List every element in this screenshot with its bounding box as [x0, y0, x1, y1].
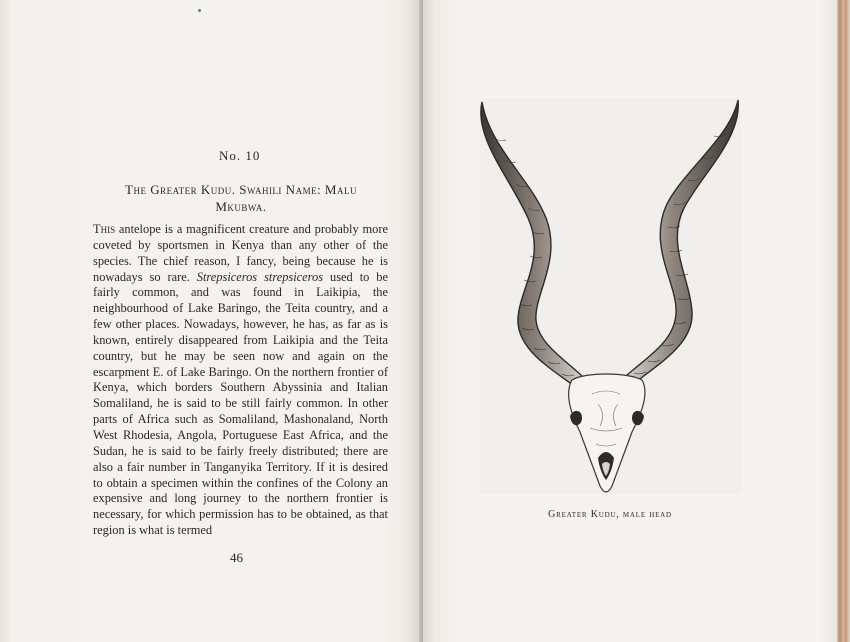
- right-horn: [624, 100, 738, 386]
- chapter-title: [96, 181, 386, 215]
- body-rest: used to be fairly common, and was found in Laikipia, the neighbourhood of Lake Baringo, the Teita country, and a few other places. Nowadays, however, he has, as far as is known, entirely disappeared from Laikipia and the Teita country, but he may be seen now and again on the escarpment E. of Lake Baringo. On the northern frontier of Kenya, which borders Southern Abyssinia and Italian Somaliland, he is said to be still fairly common. In other parts of Africa such as Somaliland, Mashonaland, North West Rhodesia, Angola, Portuguese East Africa, and the Sudan, he is said to be fairly freely distributed; there are also a fair number in Tanganyika Territory. If it is desired to obtain a specimen within the confines of the Colony an expensive and long journey to the northern frontier is necessary, for which permission has to be obtained, as that region is what is termed: [93, 269, 388, 538]
- species-name: Strepsiceros strepsiceros: [196, 269, 324, 284]
- print-speck: [198, 9, 201, 12]
- kudu-illustration: [480, 98, 741, 494]
- body-text: [93, 222, 388, 539]
- left-page: [0, 0, 421, 642]
- chapter-title-line-1: The Greater Kudu. Swahili Name: Malu: [125, 182, 357, 197]
- chapter-number: No. 10: [219, 148, 261, 163]
- page-edges: [837, 0, 850, 642]
- page-number: 46: [230, 550, 243, 565]
- opening-word: This: [93, 222, 116, 236]
- left-horn: [481, 102, 585, 388]
- body-lead: antelope is a magnificent creature and probably more coveted by sportsmen in Kenya than any other of the species. The chief reason, I fancy, being because he is nowadays so rare.: [93, 222, 388, 284]
- illustration-caption: Greater Kudu, male head: [548, 509, 672, 520]
- chapter-title-line-2: Mkubwa.: [215, 199, 267, 214]
- kudu-skull-drawing: [480, 98, 741, 494]
- right-eye-socket: [632, 411, 644, 425]
